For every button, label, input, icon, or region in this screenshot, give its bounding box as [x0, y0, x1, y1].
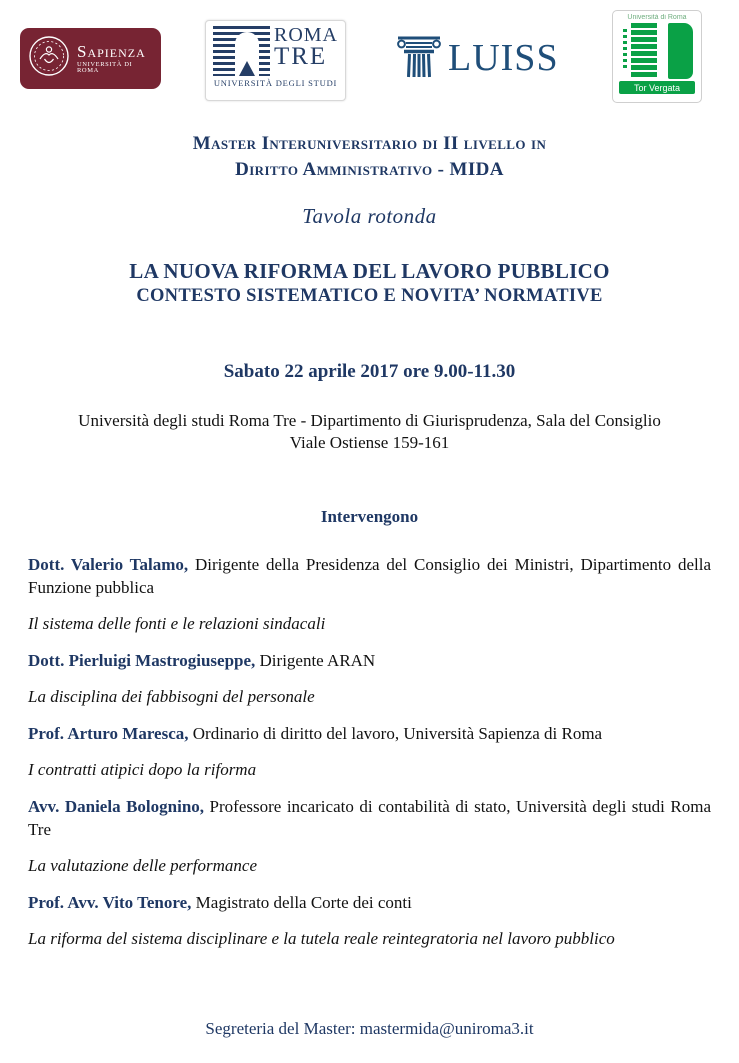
torvergata-logo — [612, 10, 702, 103]
speaker-name: Prof. Arturo Maresca, — [28, 724, 189, 743]
romatre-word-roma: ROMA — [273, 24, 338, 46]
speaker-topic: Il sistema delle fonti e le relazioni sindacali — [28, 614, 326, 633]
speaker-name: Prof. Avv. Vito Tenore, — [28, 893, 192, 912]
sapienza-logo-text — [77, 43, 153, 75]
event-title-line1: LA NUOVA RIFORMA DEL LAVORO PUBBLICO — [129, 259, 610, 283]
speaker-topic: I contratti atipici dopo la riforma — [28, 760, 257, 779]
speaker-entry — [28, 722, 711, 745]
master-title-line2: Diritto Amministrativo - MIDA — [235, 159, 504, 180]
luiss-column-icon — [396, 33, 442, 84]
romatre-logo — [205, 20, 346, 101]
speaker-role: Ordinario di diritto del lavoro, Università Sapienza di Roma — [188, 724, 603, 743]
speaker-role: Professore incaricato di contabilità di stato, Università degli studi Roma Tre — [28, 797, 711, 839]
speaker-topic: La valutazione delle performance — [28, 856, 257, 875]
speaker-role: Magistrato della Corte dei conti — [191, 893, 412, 912]
event-venue — [0, 410, 739, 454]
speaker-entry — [28, 891, 711, 914]
romatre-arch-icon — [213, 26, 270, 76]
sapienza-logo-subtitle: UNIVERSITÀ DI ROMA — [77, 60, 133, 74]
event-title — [0, 259, 739, 309]
university-logos-row — [0, 0, 739, 112]
speakers-list — [28, 553, 711, 964]
torvergata-top-label: Università di Roma — [627, 14, 687, 21]
secretary-contact: Segreteria del Master: mastermida@uniroma3.it — [205, 1019, 534, 1038]
master-title — [0, 131, 739, 183]
speaker-entry — [28, 795, 711, 841]
event-type: Tavola rotonda — [302, 204, 437, 228]
speaker-role: Dirigente della Presidenza del Consiglio dei Ministri, Dipartimento della Funzione pubblica — [28, 555, 712, 597]
speakers-heading: Intervengono — [320, 507, 419, 526]
venue-line1: Università degli studi Roma Tre - Dipartimento di Giurisprudenza, Sala del Consiglio — [78, 411, 661, 430]
speaker-name: Dott. Pierluigi Mastrogiuseppe, — [28, 651, 256, 670]
torvergata-banner-label: Tor Vergata — [619, 81, 695, 94]
speaker-entry — [28, 649, 711, 672]
speaker-topic: La disciplina dei fabbisogni del personale — [28, 687, 315, 706]
speaker-role: Dirigente ARAN — [255, 651, 376, 670]
torvergata-u-icon — [617, 23, 697, 80]
sapienza-logo — [20, 28, 161, 89]
venue-line2: Viale Ostiense 159-161 — [289, 433, 450, 452]
speaker-entry — [28, 553, 711, 599]
romatre-logo-subtitle: UNIVERSITÀ DEGLI STUDI — [213, 78, 338, 88]
speaker-topic: La riforma del sistema disciplinare e la tutela reale reintegratoria nel lavoro pubblico — [28, 929, 615, 948]
romatre-logo-wordmark — [274, 26, 338, 76]
master-title-line1: Master Interuniversitario di II livello in — [192, 133, 547, 154]
luiss-logo — [396, 34, 564, 82]
speaker-name: Dott. Valerio Talamo, — [28, 555, 189, 574]
event-datetime: Sabato 22 aprile 2017 ore 9.00-11.30 — [223, 361, 516, 382]
romatre-word-tre: TRE — [273, 43, 328, 70]
luiss-logo-title: LUISS — [448, 37, 559, 79]
romatre-logo-top — [213, 26, 338, 76]
sapienza-logo-title: Sapienza — [77, 41, 146, 61]
event-title-line2: CONTESTO SISTEMATICO E NOVITA’ NORMATIVE — [136, 286, 603, 306]
sapienza-emblem-icon — [28, 35, 70, 82]
speaker-name: Avv. Daniela Bolognino, — [28, 797, 205, 816]
